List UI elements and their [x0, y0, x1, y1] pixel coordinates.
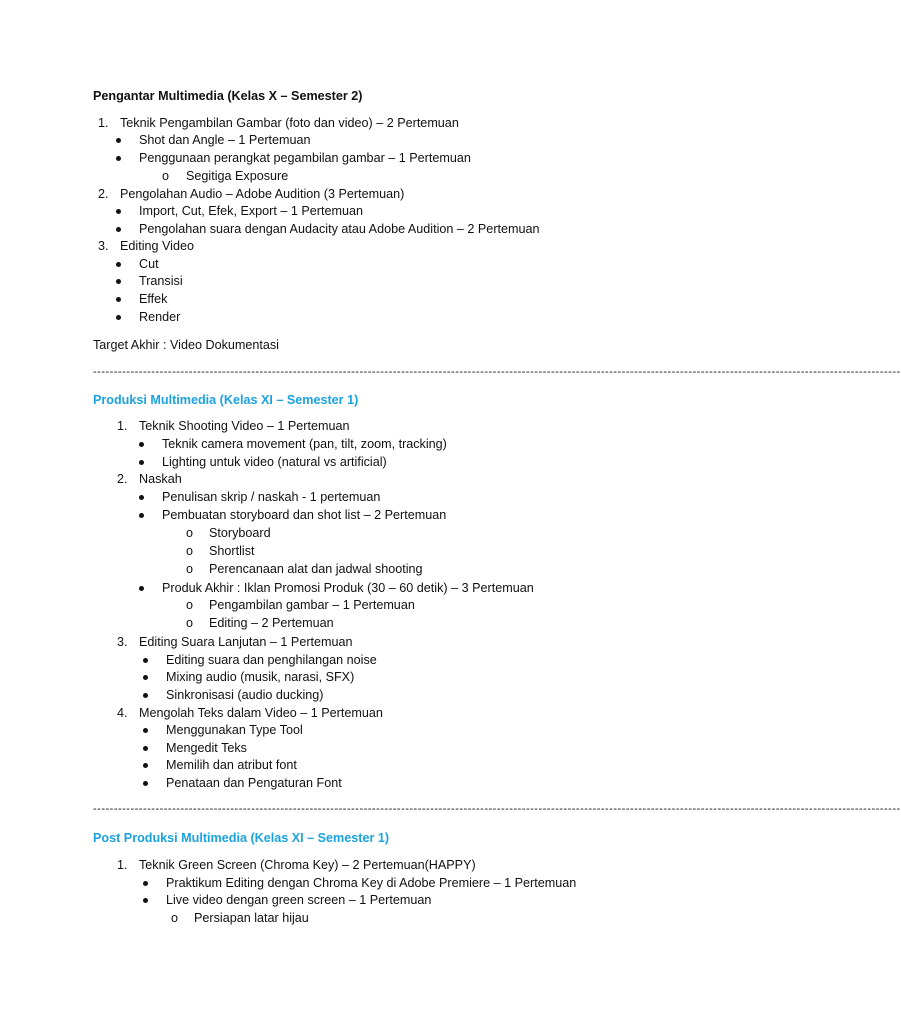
section-1-title: Pengantar Multimedia (Kelas X – Semester 2)	[93, 89, 363, 103]
bullet-icon	[143, 781, 148, 786]
target-text: Target Akhir : Video Dokumentasi	[93, 338, 279, 352]
list-item: Persiapan latar hijau	[194, 911, 309, 925]
list-item: Segitiga Exposure	[186, 169, 289, 183]
bullet-icon	[116, 156, 121, 161]
list-item: Penggunaan perangkat pegambilan gambar – 1 Pertemuan	[139, 151, 471, 165]
circle-bullet-icon: o	[162, 169, 170, 183]
divider: --------------------------------------------------------------------------------------------------------------------------------------------------------------------------------------------------	[93, 366, 901, 378]
list-item: Storyboard	[209, 526, 271, 540]
list-item: Praktikum Editing dengan Chroma Key di Adobe Premiere – 1 Pertemuan	[166, 876, 577, 890]
circle-bullet-icon: o	[186, 616, 194, 630]
bullet-icon	[116, 209, 121, 214]
list-number: 4.	[117, 706, 128, 720]
list-item: Shortlist	[209, 544, 255, 558]
section-3-title: Post Produksi Multimedia (Kelas XI – Semester 1)	[93, 831, 390, 845]
bullet-icon	[116, 138, 121, 143]
list-number: 1.	[117, 419, 128, 433]
list-number: 1.	[98, 116, 109, 130]
bullet-icon	[139, 495, 144, 500]
list-item: Pengolahan suara dengan Audacity atau Adobe Audition – 2 Pertemuan	[139, 222, 540, 236]
list-item: Teknik Pengambilan Gambar (foto dan video) – 2 Pertemuan	[120, 116, 459, 130]
list-item: Live video dengan green screen – 1 Pertemuan	[166, 893, 432, 907]
list-item: Penataan dan Pengaturan Font	[166, 776, 342, 790]
circle-bullet-icon: o	[186, 526, 194, 540]
list-item: Sinkronisasi (audio ducking)	[166, 688, 324, 702]
bullet-icon	[116, 227, 121, 232]
bullet-icon	[116, 262, 121, 267]
list-item: Teknik Shooting Video – 1 Pertemuan	[139, 419, 350, 433]
list-number: 1.	[117, 858, 128, 872]
list-item: Mengedit Teks	[166, 741, 247, 755]
list-number: 3.	[117, 635, 128, 649]
circle-bullet-icon: o	[186, 544, 194, 558]
list-item: Pengolahan Audio – Adobe Audition (3 Pertemuan)	[120, 187, 405, 201]
list-item: Naskah	[139, 472, 182, 486]
bullet-icon	[143, 675, 148, 680]
list-item: Editing Suara Lanjutan – 1 Pertemuan	[139, 635, 353, 649]
list-item: Effek	[139, 292, 168, 306]
circle-bullet-icon: o	[186, 562, 194, 576]
list-item: Render	[139, 310, 181, 324]
list-item: Pengambilan gambar – 1 Pertemuan	[209, 598, 415, 612]
circle-bullet-icon: o	[171, 911, 179, 925]
bullet-icon	[116, 297, 121, 302]
list-item: Import, Cut, Efek, Export – 1 Pertemuan	[139, 204, 363, 218]
circle-bullet-icon: o	[186, 598, 194, 612]
list-item: Editing – 2 Pertemuan	[209, 616, 334, 630]
list-number: 2.	[98, 187, 109, 201]
list-item: Perencanaan alat dan jadwal shooting	[209, 562, 423, 576]
list-item: Cut	[139, 257, 159, 271]
bullet-icon	[116, 279, 121, 284]
list-item: Editing Video	[120, 239, 194, 253]
bullet-icon	[143, 728, 148, 733]
bullet-icon	[143, 693, 148, 698]
list-number: 3.	[98, 239, 109, 253]
bullet-icon	[143, 746, 148, 751]
list-item: Mengolah Teks dalam Video – 1 Pertemuan	[139, 706, 383, 720]
list-item: Lighting untuk video (natural vs artificial)	[162, 455, 387, 469]
bullet-icon	[116, 315, 121, 320]
list-item: Produk Akhir : Iklan Promosi Produk (30 – 60 detik) – 3 Pertemuan	[162, 581, 534, 595]
section-2-title: Produksi Multimedia (Kelas XI – Semester 1)	[93, 393, 359, 407]
list-item: Transisi	[139, 274, 183, 288]
list-item: Memilih dan atribut font	[166, 758, 297, 772]
bullet-icon	[143, 763, 148, 768]
bullet-icon	[139, 460, 144, 465]
bullet-icon	[143, 881, 148, 886]
list-item: Pembuatan storyboard dan shot list – 2 Pertemuan	[162, 508, 447, 522]
bullet-icon	[139, 586, 144, 591]
list-item: Teknik camera movement (pan, tilt, zoom, tracking)	[162, 437, 447, 451]
list-item: Menggunakan Type Tool	[166, 723, 303, 737]
divider: --------------------------------------------------------------------------------------------------------------------------------------------------------------------------------------------------	[93, 803, 901, 815]
bullet-icon	[139, 513, 144, 518]
list-number: 2.	[117, 472, 128, 486]
bullet-icon	[143, 898, 148, 903]
list-item: Penulisan skrip / naskah - 1 pertemuan	[162, 490, 381, 504]
list-item: Shot dan Angle – 1 Pertemuan	[139, 133, 311, 147]
bullet-icon	[143, 658, 148, 663]
list-item: Editing suara dan penghilangan noise	[166, 653, 377, 667]
list-item: Teknik Green Screen (Chroma Key) – 2 Pertemuan(HAPPY)	[139, 858, 476, 872]
bullet-icon	[139, 442, 144, 447]
list-item: Mixing audio (musik, narasi, SFX)	[166, 670, 355, 684]
